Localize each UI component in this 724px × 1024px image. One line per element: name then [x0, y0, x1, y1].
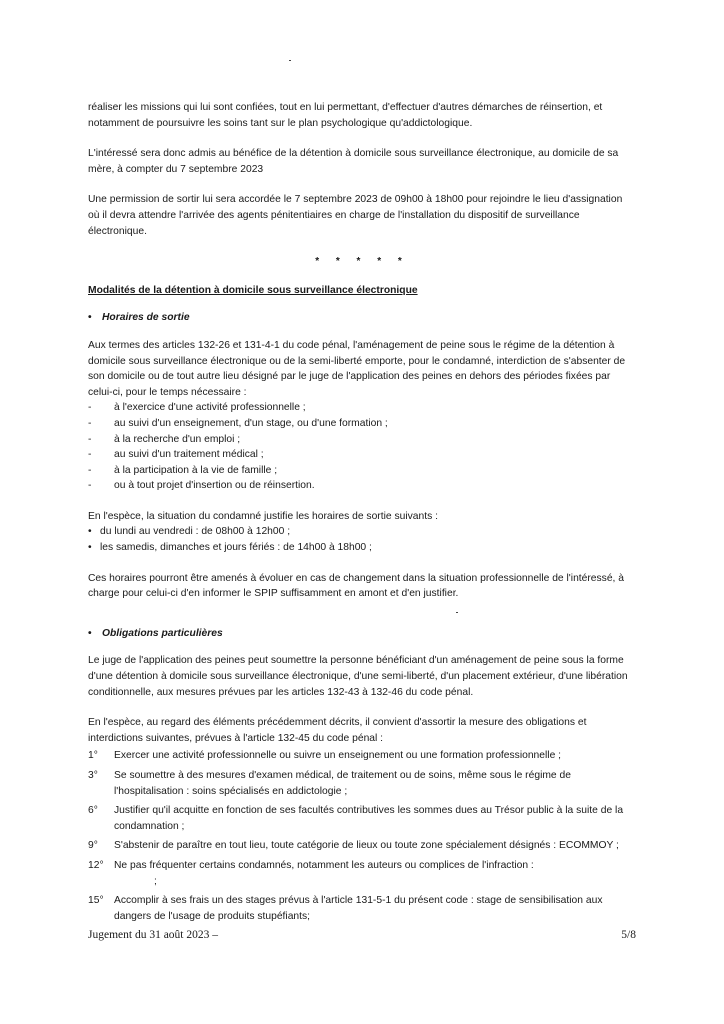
subheading-label: Horaires de sortie	[102, 312, 190, 324]
page-number: 5/8	[621, 929, 636, 941]
paragraph-permission: Une permission de sortir lui sera accordée le 7 septembre 2023 de 09h00 à 18h00 pour rejoindre le lieu d'assignation où il devra attendre l'arrivée des agents pénitentiaires en charge de l'installation du dispositif de surveillance électronique.	[88, 194, 623, 237]
page-body	[88, 100, 636, 928]
paragraph-obligations-intro: Le juge de l'application des peines peut soumettre la personne bénéficiant d'un aménagement de peine sous la forme d'une détention à domicile sous surveillance électronique, d'une semi-liberté, d'un placement extérieur, d'une libération conditionnelle, aux mesures prévues par les articles 132-43 à 132-46 du code pénal.	[88, 655, 628, 698]
list-item: 6° Justifier qu'il acquitte en fonction de ses facultés contributives les sommes dues au Trésor public à la suite de la condamnation ;	[88, 805, 624, 832]
list-item: - au suivi d'un traitement médical ;	[88, 449, 264, 461]
page-footer	[88, 929, 636, 941]
list-item: - à l'exercice d'une activité professionnelle ;	[88, 402, 306, 414]
list-item: 9° S'abstenir de paraître en tout lieu, toute catégorie de lieux ou toute zone spécialement désignés : ECOMMOY ;	[88, 840, 619, 852]
list-item: 12° Ne pas fréquenter certains condamnés, notamment les auteurs ou complices de l'infraction :	[88, 859, 534, 871]
section-separator: * * * * *	[315, 256, 409, 268]
section-title: Modalités de la détention à domicile sous surveillance électronique	[88, 284, 418, 296]
list-item: 15° Accomplir à ses frais un des stages prévus à l'article 131-5-1 du présent code : stage de sensibilisation aux dangers de l'usage de produits stupéfiants;	[88, 895, 603, 922]
paragraph-admission: L'intéressé sera donc admis au bénéfice de la détention à domicile sous surveillance électronique, au domicile de sa mère, à compter du 7 septembre 2023	[88, 148, 619, 175]
list-item: 1° Exercer une activité professionnelle ou suivre un enseignement ou une formation professionnelle ;	[88, 750, 562, 762]
list-item: - à la participation à la vie de famille ;	[88, 464, 278, 476]
paragraph-horaires-intro: Aux termes des articles 132-26 et 131-4-1 du code pénal, l'aménagement de peine sous le régime de la détention à domicile sous surveillance électronique ou de la semi-liberté emporte, pour le condamné, interdiction de s'absenter de son domicile ou de tout autre lieu désigné par le juge de l'application des peines en dehors des périodes fixées par celui-ci, pour le temps nécessaire :	[88, 339, 626, 398]
subheading-obligations	[88, 626, 636, 642]
schedule-list	[88, 524, 636, 555]
list-item: - à la recherche d'un emploi ;	[88, 433, 241, 445]
paragraph-horaires-espece: En l'espèce, la situation du condamné justifie les horaires de sortie suivants :	[88, 510, 438, 522]
list-item: 3° Se soumettre à des mesures d'examen médical, de traitement ou de soins, même sous le régime de l'hospitalisation : soins spécialisés en addictologie ;	[88, 770, 571, 797]
paragraph-obligations-espece: En l'espèce, au regard des éléments précédemment décrits, il convient d'assortir la mesure des obligations et interdictions suivantes, prévues à l'article 132-45 du code pénal :	[88, 717, 587, 744]
list-item: • du lundi au vendredi : de 08h00 à 12h00 ;	[88, 526, 291, 538]
list-item: - ou à tout projet d'insertion ou de réinsertion.	[88, 480, 315, 492]
list-item: ;	[114, 875, 157, 887]
list-item: • les samedis, dimanches et jours fériés : de 14h00 à 18h00 ;	[88, 542, 372, 554]
subheading-label: Obligations particulières	[102, 627, 223, 639]
authorized-absences-list	[88, 400, 636, 494]
bullet-icon: •	[88, 627, 92, 639]
bullet-icon: •	[88, 312, 92, 324]
scan-speck	[289, 60, 291, 61]
paragraph-horaires-changes: Ces horaires pourront être amenés à évoluer en cas de changement dans la situation professionnelle de l'intéressé, à charge pour celui-ci d'en informer le SPIP suffisamment en amont et d'en justifier.	[88, 572, 625, 600]
footer-judgment-date: Jugement du 31 août 2023 –	[88, 929, 218, 941]
obligations-list	[88, 748, 636, 924]
subheading-horaires	[88, 310, 636, 326]
paragraph-missions: réaliser les missions qui lui sont confiées, tout en lui permettant, d'effectuer d'autres démarches de réinsertion, et notamment de poursuivre les soins tant sur le plan psychologique qu'addictologique.	[88, 102, 603, 129]
list-item: - au suivi d'un enseignement, d'un stage, ou d'une formation ;	[88, 417, 388, 429]
